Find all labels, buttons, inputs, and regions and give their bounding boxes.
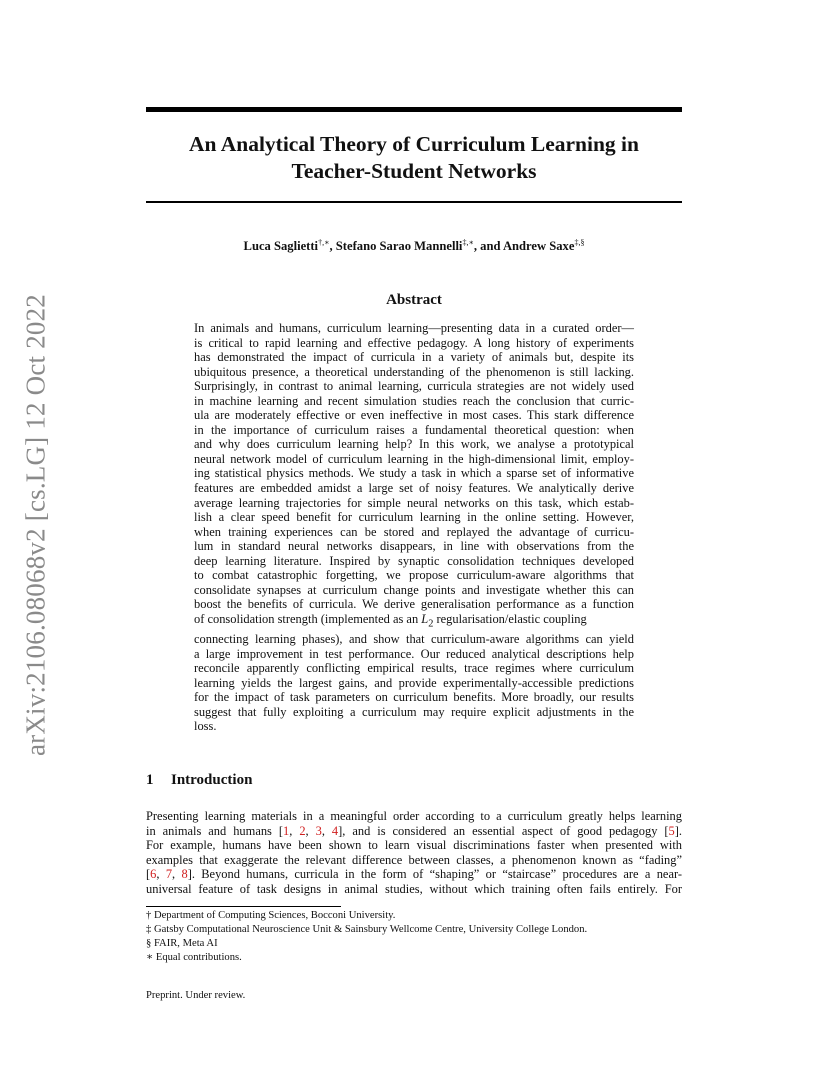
abstract-line: consolidate synapses at curriculum change points and investigate whether this can	[194, 582, 634, 597]
preprint-note: Preprint. Under review.	[146, 990, 246, 1001]
abstract-line: ubiquitous presence, a theoretical understanding of the phenomenon is still lacking.	[194, 364, 634, 379]
math-subscript: 2	[428, 618, 434, 630]
abstract-line: features are embedded amidst a large set of noisy features. We analytically derive	[194, 481, 634, 496]
intro-line	[146, 824, 682, 839]
abstract-line: for the impact of task parameters on curriculum benefits. More broadly, our results	[194, 690, 634, 705]
abstract-line: average learning trajectories for simple neural networks on this task, which estab-	[194, 495, 634, 510]
abstract-line: reconcile apparently conflicting empirical results, trace regimes where curriculum	[194, 661, 634, 676]
abstract-line: deep learning literature. Inspired by synaptic consolidation techniques developed	[194, 553, 634, 568]
intro-text: ], and is considered an essential aspect of good pedagogy [	[338, 823, 669, 838]
intro-text: in animals and humans [	[146, 823, 284, 838]
abstract-line: learning yields the largest gains, and provide experimentally-accessible predictions	[194, 675, 634, 690]
abstract-body	[194, 321, 634, 734]
abstract-line: loss.	[194, 719, 217, 734]
section-number: 1	[146, 772, 154, 788]
introduction-paragraph	[146, 809, 682, 896]
abstract-line: to combat catastrophic forgetting, we propose curriculum-aware algorithms that	[194, 568, 634, 583]
footnote-affiliation: ‡ Gatsby Computational Neuroscience Unit & Sainsbury Wellcome Centre, University College London.	[146, 924, 588, 935]
abstract-heading: Abstract	[386, 292, 442, 308]
intro-text: [	[146, 867, 151, 881]
abstract-line: a large improvement in test performance. Our reduced analytical descriptions help	[194, 646, 634, 661]
abstract-line: neural network model of curriculum learning in the high-dimensional limit, employ-	[194, 451, 634, 466]
title-top-rule	[146, 107, 682, 112]
intro-line: universal feature of task designs in animal studies, without which training often fails entirely. For	[146, 881, 682, 896]
author-affiliation-marks: †,∗	[318, 238, 330, 247]
intro-text: ,	[289, 823, 300, 838]
abstract-line-head: of consolidation strength (implemented as an	[194, 611, 422, 626]
abstract-line: connecting learning phases), and show that curriculum-aware algorithms can yield	[194, 631, 634, 646]
citation-link[interactable]: 6	[150, 867, 157, 881]
intro-text: ,	[305, 823, 316, 838]
intro-text: ,	[321, 823, 332, 838]
citation-link[interactable]: 3	[315, 823, 322, 838]
abstract-line: In animals and humans, curriculum learning—presenting data in a curated order—	[194, 321, 634, 335]
title-bottom-rule	[146, 201, 682, 203]
intro-text: ].	[674, 823, 683, 838]
section-heading	[146, 772, 252, 789]
abstract-line: in machine learning and recent simulation studies reach the conclusion that curric-	[194, 393, 634, 408]
intro-line: Presenting learning materials in a meaningful order according to a curriculum greatly helps learning	[146, 809, 682, 823]
intro-text: ,	[172, 867, 182, 881]
abstract-line: Surprisingly, in contrast to animal learning, curricula strategies are not widely used	[194, 379, 634, 394]
math-symbol-l: L	[421, 611, 429, 626]
intro-line: examples that exaggerate the relevant difference between classes, a phenomenon known as “fading”	[146, 852, 682, 867]
abstract-line: is critical to rapid learning and effective pedagogy. A long history of experiments	[194, 335, 634, 350]
footnote-rule	[146, 906, 341, 907]
arxiv-identifier-stamp: arXiv:2106.08068v2 [cs.LG] 12 Oct 2022	[20, 293, 51, 757]
footnotes	[146, 909, 587, 965]
author-affiliation-marks: ‡,∗	[462, 238, 474, 247]
citation-link[interactable]: 1	[283, 823, 290, 838]
author-separator: ,	[329, 239, 336, 254]
author-list	[146, 238, 682, 254]
intro-text: ,	[156, 867, 166, 881]
abstract-line-tail: regularisation/elastic coupling	[433, 611, 587, 626]
citation-link[interactable]: 2	[299, 823, 306, 838]
section-title: Introduction	[171, 772, 253, 788]
citation-link[interactable]: 8	[181, 867, 188, 881]
author-separator: , and	[473, 239, 503, 254]
abstract-line-with-math	[194, 612, 634, 632]
citation-link[interactable]: 5	[668, 823, 675, 838]
intro-text: ]. Beyond humans, curricula in the form of “shaping” or “staircase” procedures are a near-	[187, 867, 683, 881]
author-affiliation-marks: ‡,§	[574, 238, 585, 247]
abstract-line: lum in standard neural networks disappears, in line with observations from the	[194, 539, 634, 554]
title-line-1: An Analytical Theory of Curriculum Learning in	[189, 132, 639, 156]
citation-link[interactable]: 4	[331, 823, 339, 838]
abstract-line: and why does curriculum learning help? In this work, we analyse a prototypical	[194, 437, 634, 452]
abstract-line: boost the benefits of curricula. We derive generalisation performance as a function	[194, 597, 634, 612]
abstract-line: has demonstrated the impact of curricula in a variety of animals but, despite its	[194, 350, 634, 365]
intro-line: For example, humans have been shown to learn visual discriminations faster when presented with	[146, 838, 682, 852]
footnote-affiliation: † Department of Computing Sciences, Bocconi University.	[146, 910, 396, 921]
abstract-line: suggest that fully exploiting a curriculum may require explicit adjustments in the	[194, 704, 634, 719]
author-name: Luca Saglietti	[243, 239, 319, 254]
abstract-line: in the importance of curriculum raises a fundamental theoretical question: when	[194, 422, 634, 437]
footnote-equal-contribution: ∗ Equal contributions.	[146, 952, 242, 963]
abstract-line: ula are moderately effective or even ineffective in most cases. This stark difference	[194, 408, 634, 423]
intro-line	[146, 867, 682, 882]
abstract-line: when training experiences can be stored and replayed the advantage of curricu-	[194, 524, 634, 539]
abstract-line: ing statistical physics methods. We study a task in which a sparse set of informative	[194, 466, 634, 481]
author-name: Stefano Sarao Mannelli	[335, 239, 463, 254]
abstract-line: lish a clear speed benefit for curriculum learning in the online setting. However,	[194, 510, 634, 525]
paper-title	[146, 131, 682, 185]
author-name: Andrew Saxe	[502, 239, 575, 254]
footnote-affiliation: § FAIR, Meta AI	[146, 938, 218, 949]
citation-link[interactable]: 7	[165, 867, 173, 881]
title-line-2: Teacher-Student Networks	[291, 159, 537, 183]
